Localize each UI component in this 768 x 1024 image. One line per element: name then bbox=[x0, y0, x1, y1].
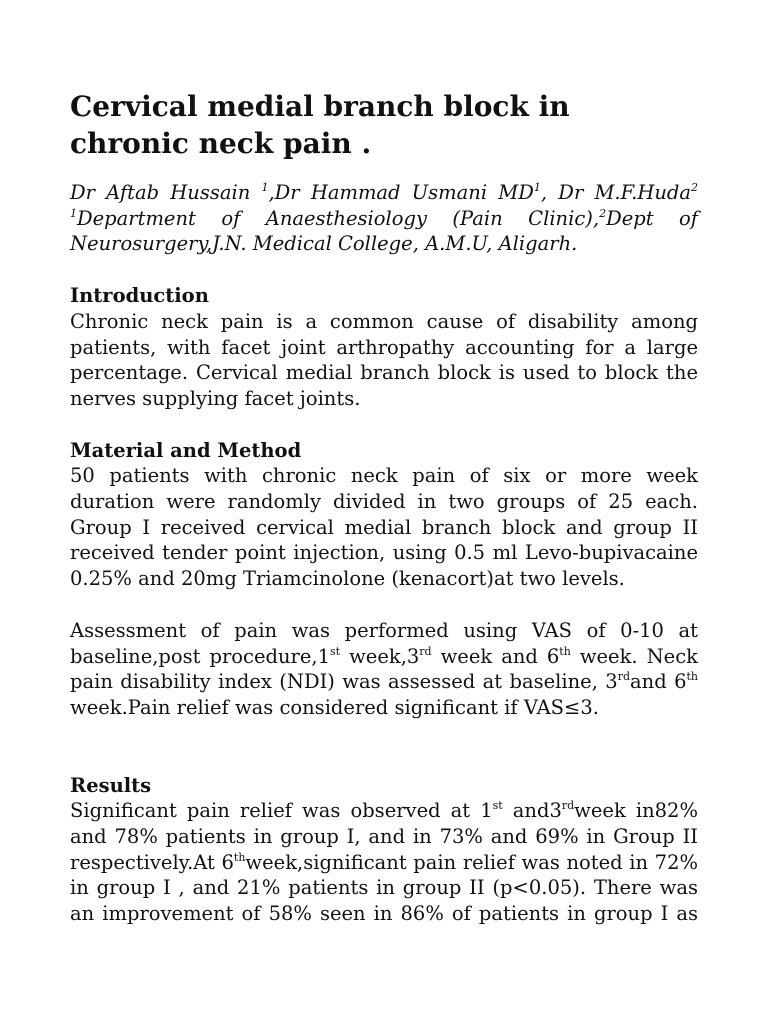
spacer bbox=[70, 747, 698, 773]
ordinal-superscript: th bbox=[233, 850, 246, 864]
text-run: week in82% bbox=[574, 799, 698, 823]
ordinal-superscript: rd bbox=[419, 644, 432, 658]
text-line: in group I , and 21% patients in group II (p<0.05). There was bbox=[70, 876, 698, 900]
affiliation-marker: 2 bbox=[599, 206, 607, 220]
text-line: week.Pain relief was considered significant if VAS≤3. bbox=[70, 695, 599, 719]
text-line bbox=[70, 850, 698, 876]
affiliation-marker: 1 bbox=[533, 181, 541, 194]
introduction-heading: Introduction bbox=[70, 284, 209, 308]
results-heading: Results bbox=[70, 773, 152, 797]
text-line: Assessment of pain was performed using VAS of 0-10 at bbox=[70, 618, 698, 642]
affiliation-marker: 2 bbox=[691, 181, 698, 194]
document-page bbox=[70, 88, 698, 953]
ordinal-superscript: rd bbox=[617, 670, 631, 684]
text-run: and 6 bbox=[630, 670, 687, 694]
text-run: week,3 bbox=[340, 644, 420, 668]
text-run: respectively.At 6 bbox=[70, 850, 234, 874]
text-line: percentage. Cervical medial branch block is used to block the bbox=[70, 361, 698, 385]
introduction-paragraph bbox=[70, 309, 698, 412]
affiliation-line: Neurosurgery,J.N. Medical College, A.M.U, Aligarh. bbox=[70, 232, 578, 256]
text-line bbox=[70, 798, 698, 824]
author-text: , Dr M.F.Huda bbox=[540, 181, 691, 204]
ordinal-superscript: rd bbox=[561, 799, 575, 813]
text-line: 50 patients with chronic neck pain of six or more week bbox=[70, 464, 698, 488]
text-line: duration were randomly divided in two groups of 25 each. bbox=[70, 490, 698, 514]
results-paragraph bbox=[70, 798, 698, 927]
text-line bbox=[70, 644, 698, 670]
text-run: week. Neck bbox=[570, 644, 698, 668]
text-line: Group I received cervical medial branch block and group II bbox=[70, 515, 698, 539]
affiliation-line bbox=[70, 206, 698, 232]
text-line: and 78% patients in group I, and in 73% and 69% in Group II bbox=[70, 825, 698, 849]
author-text: Dr Aftab Hussain bbox=[70, 181, 262, 204]
method-heading: Material and Method bbox=[70, 438, 302, 462]
text-line: nerves supplying facet joints. bbox=[70, 386, 361, 410]
author-block bbox=[70, 180, 698, 257]
text-run: pain disability index (NDI) was assessed at baseline, 3 bbox=[70, 670, 618, 694]
text-line: patients, with facet joint arthropathy accounting for a large bbox=[70, 335, 698, 359]
text-run: week,significant pain relief was noted in 72% bbox=[245, 850, 699, 874]
text-line: Chronic neck pain is a common cause of disability among bbox=[70, 309, 698, 333]
author-line bbox=[70, 180, 698, 206]
text-line bbox=[70, 669, 698, 695]
text-run: week and 6 bbox=[431, 644, 560, 668]
ordinal-superscript: st bbox=[492, 799, 503, 813]
text-run: and3 bbox=[502, 799, 562, 823]
text-line: an improvement of 58% seen in 86% of patients in group I as bbox=[70, 902, 698, 926]
text-run: Significant pain relief was observed at 1 bbox=[70, 799, 493, 823]
affiliation-text: Department of Anaesthesiology (Pain Clinic), bbox=[77, 206, 600, 230]
ordinal-superscript: st bbox=[330, 644, 341, 658]
text-line: 0.25% and 20mg Triamcinolone (kenacort)at two levels. bbox=[70, 567, 625, 591]
paper-title: Cervical medial branch block in chronic neck pain . bbox=[70, 90, 570, 160]
affiliation-marker: 1 bbox=[261, 181, 269, 194]
text-run: baseline,post procedure,1 bbox=[70, 644, 331, 668]
affiliation-text: Dept of bbox=[606, 206, 698, 230]
affiliation-marker: 1 bbox=[70, 206, 77, 220]
ordinal-superscript: th bbox=[686, 670, 698, 684]
assessment-paragraph bbox=[70, 618, 698, 721]
author-text: ,Dr Hammad Usmani MD bbox=[268, 181, 534, 204]
method-paragraph bbox=[70, 463, 698, 592]
text-line: received tender point injection, using 0.5 ml Levo-bupivacaine bbox=[70, 541, 698, 565]
ordinal-superscript: th bbox=[559, 644, 571, 658]
